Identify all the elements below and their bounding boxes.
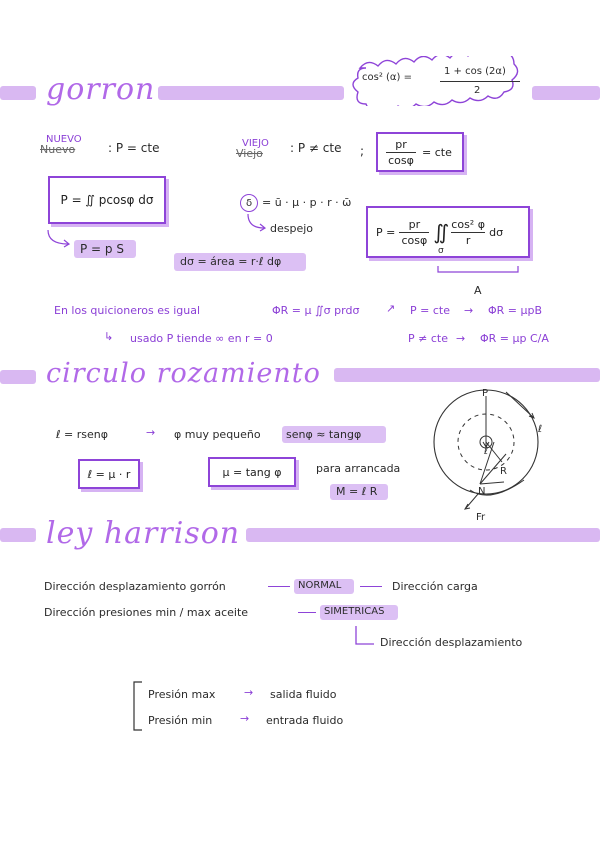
big-den: cosφ xyxy=(401,233,428,247)
big-int-num: cos² φ xyxy=(451,217,485,231)
curved-arrow-2 xyxy=(244,212,270,234)
line1-a: En los quicioneros es igual xyxy=(54,304,201,317)
line2-b: P ≠ cte xyxy=(408,332,448,345)
b2-arrow: → xyxy=(240,712,250,725)
viejo-strike: Viejo xyxy=(236,147,263,160)
row1-dash2 xyxy=(360,586,382,587)
pr-rhs: = cte xyxy=(422,145,452,159)
line2-c: ΦR = μp C/A xyxy=(480,332,549,345)
diag-Fr: Fr xyxy=(476,512,486,523)
box-l-mu-r: ℓ = μ · r xyxy=(78,459,140,489)
section-title-harrison: ley harrison xyxy=(46,516,241,551)
box-pr-cte xyxy=(376,132,464,172)
viejo-label: VIEJO xyxy=(242,138,269,149)
diag-l: ℓ xyxy=(484,446,489,457)
big-int-den: r xyxy=(465,233,471,247)
harrison-row1-c: Dirección carga xyxy=(392,580,478,593)
cloud-lhs: cos² (α) = xyxy=(362,72,412,83)
pr-den: cosφ xyxy=(388,153,414,167)
nuevo-label: NUEVO xyxy=(46,134,82,145)
dsigma-eq: dσ = área = r·ℓ dφ xyxy=(180,255,282,268)
line1-arrow: ↗ xyxy=(386,302,396,315)
harrison-b1-b: salida fluido xyxy=(270,688,337,701)
big-frac-line xyxy=(399,232,429,233)
title-bar-mid xyxy=(158,86,344,100)
row1-dash1 xyxy=(268,586,290,587)
cloud-denominator: 2 xyxy=(474,85,481,96)
viejo-eq: : P ≠ cte xyxy=(290,141,342,155)
diag-R: R xyxy=(500,466,507,477)
harrison-row3: Dirección desplazamiento xyxy=(380,636,523,649)
title-bar-left xyxy=(0,86,36,100)
harrison-row2-b: SIMETRICAS xyxy=(324,606,385,617)
diag-P: P xyxy=(482,388,489,399)
box-big-formula xyxy=(366,206,530,258)
line2-a: usado P tiende ∞ en r = 0 xyxy=(130,332,273,345)
delta-eq: = ū · μ · p · r · ω̄ xyxy=(262,196,352,209)
big-integral-sign: ∬ xyxy=(433,220,450,244)
arranque-label: para arrancada xyxy=(316,462,401,475)
cloud-numerator: 1 + cos (2α) xyxy=(444,66,506,77)
line1-c: P = cte xyxy=(410,304,450,317)
big-num: pr xyxy=(408,217,421,231)
nuevo-strike: Nuevo xyxy=(40,143,76,156)
harrison-b2-a: Presión min xyxy=(148,714,213,727)
box-p-integral: P = ∬ pcosφ dσ xyxy=(48,176,166,224)
harrison-row1-a: Dirección desplazamiento gorrón xyxy=(44,580,226,593)
friction-circle-diagram xyxy=(410,386,590,526)
b1-arrow: → xyxy=(244,686,254,699)
semicolon: ; xyxy=(360,144,365,158)
circ-eq1-c: senφ ≈ tangφ xyxy=(286,428,362,441)
line1-arrow2: → xyxy=(464,304,474,317)
line2-arrow2: → xyxy=(456,332,466,345)
line2-arrow: ↳ xyxy=(104,330,114,343)
curved-arrow-1 xyxy=(44,228,74,250)
pr-num: pr xyxy=(395,137,407,151)
nuevo-eq: : P = cte xyxy=(108,141,160,155)
brace-label: A xyxy=(474,284,482,297)
circ-arrow1: → xyxy=(146,426,156,439)
circ-eq1: ℓ = rsenφ xyxy=(56,428,109,441)
harrison-row1-b: NORMAL xyxy=(298,580,342,591)
big-sub: σ xyxy=(438,246,444,256)
big-dsigma: dσ xyxy=(489,225,504,239)
diag-N: N xyxy=(478,486,486,497)
title3-bar-left xyxy=(0,528,36,542)
diag-ell-outside: ℓ xyxy=(538,424,543,435)
title2-bar-left xyxy=(0,370,36,384)
cloud-fraction-line xyxy=(440,81,520,82)
big-lhs: P = xyxy=(376,225,396,239)
delta-circle xyxy=(240,194,258,212)
row3-connector xyxy=(354,624,376,650)
line1-b: ΦR = μ ∬σ prdσ xyxy=(272,304,360,317)
section-title-circulo: circulo rozamiento xyxy=(46,358,321,389)
delta-symbol: δ xyxy=(245,197,253,209)
line1-d: ΦR = μpB xyxy=(488,304,543,317)
harrison-b2-b: entrada fluido xyxy=(266,714,344,727)
title-bar-right xyxy=(532,86,600,100)
circ-eq1-b: φ muy pequeño xyxy=(174,428,261,441)
bracket-left xyxy=(130,680,144,732)
box-mu-tang: μ = tang φ xyxy=(208,457,296,487)
brace-under xyxy=(436,264,520,278)
section-title-gorron: gorron xyxy=(46,72,156,107)
title2-bar-right xyxy=(334,368,600,382)
harrison-b1-a: Presión max xyxy=(148,688,216,701)
row2-dash xyxy=(298,612,316,613)
pr-frac-line xyxy=(386,152,416,153)
despejo-label: despejo xyxy=(270,222,314,235)
harrison-row2-a: Dirección presiones min / max aceite xyxy=(44,606,249,619)
p-result: P = p S xyxy=(80,242,124,256)
moment-eq: M = ℓ R xyxy=(336,485,378,498)
big-int-frac-line xyxy=(451,232,485,233)
title3-bar-right xyxy=(246,528,600,542)
